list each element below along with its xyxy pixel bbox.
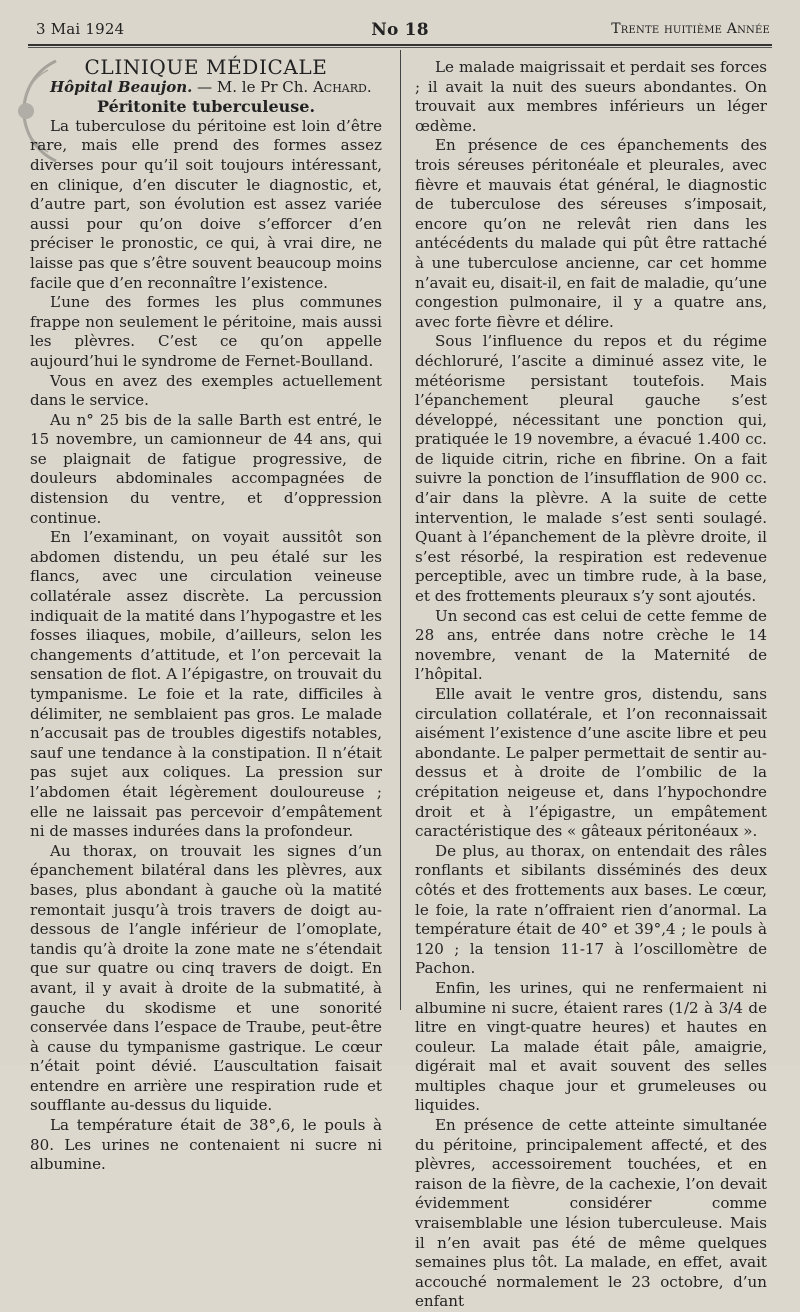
paragraph: L’une des formes les plus communes frappe non seulement le péritoine, mais aussi les plèvres. C’est ce qu’on appelle aujourd’hui le syndrome de Fernet-Boulland. <box>30 293 382 370</box>
header-rule <box>28 44 772 46</box>
article-title: Péritonite tuberculeuse. <box>96 97 316 117</box>
paragraph: Enfin, les urines, qui ne renfermaient ni albumine ni sucre, étaient rares (1/2 à 3/4 de litre en vingt-quatre heures) et hautes en couleur. La malade était pâle, amaigrie, digérait mal et avait souvent des selles multiples chaque jour et grumeleuses ou liquides. <box>415 978 767 1115</box>
header-rule-thin <box>28 47 772 48</box>
paragraph: En présence de cette atteinte simultanée du péritoine, principalement affecté, et des plèvres, accessoirement touchées, et en raison de la fièvre, de la cachexie, l’on devait évidemment considérer comme vraisemblable une lésion tuberculeuse. Mais il n’en avait pas été de même quelques semaines plus tôt. La malade, en effet, avait accouché normalement le 23 octobre, d’un enfant <box>415 1116 767 1311</box>
paragraph: Au thorax, on trouvait les signes d’un épanchement bilatéral dans les plèvres, aux bases, plus abondant à gauche où la matité remontait jusqu’à trois travers de doigt au-dessous de l’angle inférieur de l’omoplate, tandis qu’à droite la zone mate ne s’étendait que sur quatre ou cinq travers de doigt. En avant, il y avait à droite de la submatité, à gauche du skodisme et une sonorité conservée dans l’espace de Traube, peut-être à cause du tympanisme gastrique. Le cœur n’était point dévié. L’auscultation faisait entendre en arrière une respiration rude et soufflante au-dessus du liquide. <box>30 841 382 1115</box>
issue-number: No 18 <box>371 20 429 40</box>
hospital-line <box>30 78 382 98</box>
page-header <box>30 20 770 46</box>
doctor-prefix: — M. le Pr Ch. <box>197 77 309 96</box>
doctor-name: Achard. <box>312 77 372 96</box>
paragraph: Au n° 25 bis de la salle Barth est entré, le 15 novembre, un camionneur de 44 ans, qui se plaignait de fatigue progressive, de douleurs abdominales accompagnées de distension du ventre, et d’oppression continue. <box>30 410 382 527</box>
paragraph: De plus, au thorax, on entendait des râles ronflants et sibilants disséminés des deux côtés et des frottements aux bases. Le cœur, le foie, la rate n’offraient rien d’anormal. La température était de 40° et 39°,4 ; le pouls à 120 ; la tension 11-17 à l’oscillomètre de Pachon. <box>415 841 767 978</box>
paragraph: En présence de ces épanchements des trois séreuses péritonéale et pleurales, avec fièvre et mauvais état général, le diagnostic de tuberculose des séreuses s’imposait, encore qu’on ne relevât rien dans les antécédents du malade qui pût être rattaché à une tuberculose ancienne, car cet homme n’avait eu, disait-il, en fait de maladie, qu’une congestion pulmonaire, il y a quatre ans, avec forte fièvre et délire. <box>415 136 767 331</box>
paragraph: Le malade maigrissait et perdait ses forces ; il avait la nuit des sueurs abondantes. On trouvait aux membres inférieurs un léger œdème. <box>415 58 767 135</box>
paragraph: Vous en avez des exemples actuellement dans le service. <box>30 371 382 410</box>
paragraph: Un second cas est celui de cette femme de 28 ans, entrée dans notre crèche le 14 novembre, venant de la Maternité de l’hôpital. <box>415 606 767 684</box>
paragraph: La tuberculose du péritoine est loin d’être rare, mais elle prend des formes assez diverses pour qu’il soit toujours intéressant, en clinique, d’en discuter le diagnostic, et, d’autre part, son évolution est assez variée aussi pour qu’on doive s’efforcer d’en préciser le pronostic, ce qui, à vrai dire, ne laisse pas que s’être souvent beaucoup moins facile que d’en reconnaître l’existence. <box>30 116 382 292</box>
section-title: CLINIQUE MÉDICALE <box>84 55 328 79</box>
paragraph: La température était de 38°,6, le pouls à 80. Les urines ne contenaient ni sucre ni albumine. <box>30 1116 382 1174</box>
volume-year: Trente huitième Année <box>611 21 770 37</box>
paragraph: Sous l’influence du repos et du régime déchloruré, l’ascite a diminué assez vite, le météorisme persistant toutefois. Mais l’épanchement pleural gauche s’est développé, nécessitant une ponction qui, pratiquée le 19 novembre, a évacué 1.400 cc. de liquide citrin, riche en fibrine. On a fait suivre la ponction de l’insufflation de 900 cc. d’air dans la plèvre. A la suite de cette intervention, le malade s’est senti soulagé. Quant à l’épanchement de la plèvre droite, il s’est résorbé, la respiration est redevenue perceptible, avec un timbre rude, à la base, et des frottements pleuraux s’y sont ajoutés. <box>415 332 767 606</box>
paragraph: En l’examinant, on voyait aussitôt son abdomen distendu, un peu étalé sur les flancs, avec une circulation veineuse collatérale assez discrète. La percussion indiquait de la matité dans l’hypogastre et les fosses iliaques, mobile, d’ailleurs, selon les changements d’attitude, et l’on percevait la sensation de flot. A l’épigastre, on trouvait du tympanisme. Le foie et la rate, difficiles à délimiter, ne semblaient pas gros. Le malade n’accusait pas de troubles digestifs notables, sauf une tendance à la constipation. Il n’était pas sujet aux coliques. La pression sur l’abdomen était légèrement douloureuse ; elle ne laissait pas percevoir d’empâtement ni de masses indurées dans la profondeur. <box>30 528 382 841</box>
left-column <box>30 55 382 1175</box>
hospital-name: Hôpital Beaujon. <box>50 77 193 96</box>
issue-date: 3 Mai 1924 <box>36 20 125 38</box>
right-column <box>415 58 767 1312</box>
paragraph: Elle avait le ventre gros, distendu, sans circulation collatérale, et l’on reconnaissait aisément l’existence d’une ascite libre et peu abondante. Le palper permettait de sentir au-dessus et à droite de l’ombilic de la crépitation neigeuse et, dans l’hypochondre droit et à l’épigastre, un empâtement caractéristique des « gâteaux péritonéaux ». <box>415 685 767 841</box>
column-divider <box>400 50 401 1010</box>
